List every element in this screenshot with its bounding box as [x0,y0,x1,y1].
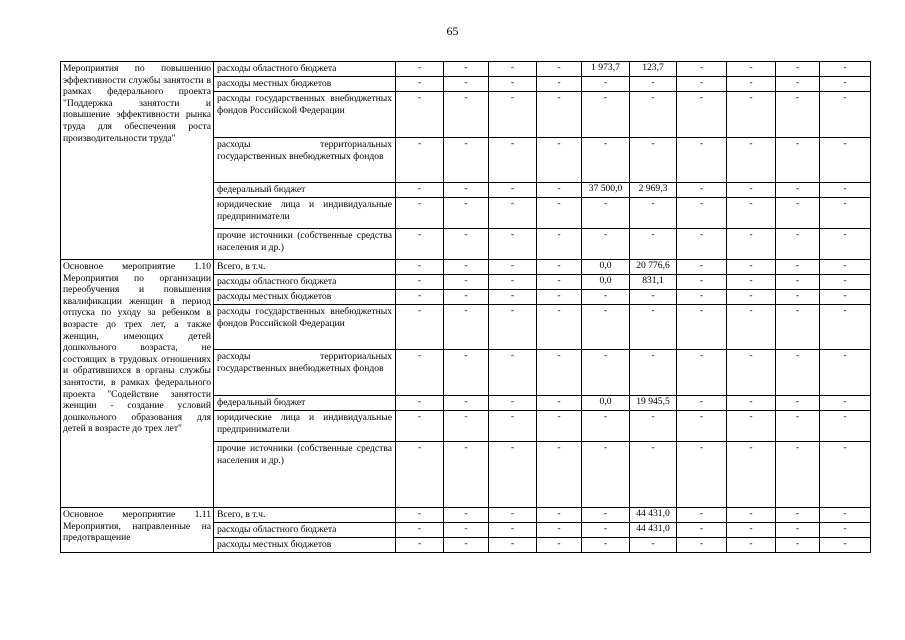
funding-source: Всего, в т.ч. [214,508,396,523]
value-cell: - [396,92,444,138]
value-cell: - [727,77,776,92]
value-cell: - [489,77,537,92]
value-cell: - [489,62,537,77]
value-cell: - [776,62,820,77]
event-title: Основное мероприятие 1.11 Мероприятия, направленные на предотвращение [61,508,214,553]
value-cell: - [820,396,871,411]
value-cell: - [820,62,871,77]
value-cell: - [537,442,582,508]
value-cell: - [444,77,489,92]
funding-source: Всего, в т.ч. [214,260,396,275]
value-cell: - [537,396,582,411]
value-cell: - [444,305,489,350]
value-cell: - [537,350,582,396]
value-cell: - [820,260,871,275]
value-cell: - [582,305,630,350]
value-cell: - [396,305,444,350]
page-number: 65 [446,24,459,38]
value-cell: - [776,229,820,260]
value-cell: - [776,396,820,411]
value-cell: - [677,138,727,183]
value-cell: - [776,523,820,538]
value-cell: - [489,411,537,442]
value-cell: 37 500,0 [582,183,630,198]
value-cell: - [537,77,582,92]
value-cell: - [489,523,537,538]
value-cell: 44 431,0 [630,523,677,538]
value-cell: - [677,305,727,350]
value-cell: - [776,350,820,396]
value-cell: - [677,198,727,229]
value-cell: - [582,229,630,260]
value-cell: - [776,538,820,553]
value-cell: - [444,523,489,538]
value-cell: - [444,350,489,396]
funding-source: расходы областного бюджета [214,62,396,77]
value-cell: - [820,350,871,396]
value-cell: - [537,62,582,77]
value-cell: - [727,92,776,138]
value-cell: - [582,198,630,229]
value-cell: - [677,183,727,198]
value-cell: - [489,183,537,198]
value-cell: - [776,77,820,92]
value-cell: - [444,508,489,523]
table-row [61,62,871,77]
funding-source: расходы государственных внебюджетных фондов Российской Федерации [214,92,396,138]
funding-source: расходы местных бюджетов [214,290,396,305]
value-cell: - [396,508,444,523]
value-cell: - [820,92,871,138]
value-cell: - [677,411,727,442]
value-cell: - [727,523,776,538]
value-cell: - [727,183,776,198]
value-cell: - [630,77,677,92]
value-cell: - [489,396,537,411]
value-cell: 44 431,0 [630,508,677,523]
value-cell: - [396,183,444,198]
value-cell: - [727,62,776,77]
value-cell: - [677,396,727,411]
funding-source: юридические лица и индивидуальные предприниматели [214,411,396,442]
value-cell: - [820,523,871,538]
value-cell: 0,0 [582,275,630,290]
value-cell: - [489,508,537,523]
value-cell: - [727,290,776,305]
value-cell: - [776,260,820,275]
value-cell: - [677,442,727,508]
value-cell: - [396,538,444,553]
value-cell: 123,7 [630,62,677,77]
value-cell: - [727,508,776,523]
value-cell: - [396,523,444,538]
value-cell: 19 945,5 [630,396,677,411]
value-cell: - [727,396,776,411]
value-cell: - [727,138,776,183]
value-cell: - [444,198,489,229]
value-cell: - [582,508,630,523]
value-cell: - [630,305,677,350]
value-cell: - [396,396,444,411]
value-cell: - [444,275,489,290]
value-cell: - [727,350,776,396]
value-cell: - [630,229,677,260]
value-cell: - [537,183,582,198]
value-cell: - [537,138,582,183]
funding-source: прочие источники (собственные средства населения и др.) [214,442,396,508]
value-cell: - [820,508,871,523]
value-cell: 1 973,7 [582,62,630,77]
value-cell: - [630,92,677,138]
value-cell: - [537,229,582,260]
table-row [61,508,871,523]
value-cell: - [727,229,776,260]
value-cell: - [677,229,727,260]
funding-source: расходы местных бюджетов [214,77,396,92]
value-cell: - [489,290,537,305]
value-cell: - [582,92,630,138]
budget-table-body [61,62,871,553]
value-cell: - [444,260,489,275]
value-cell: - [677,62,727,77]
value-cell: - [677,275,727,290]
value-cell: - [630,538,677,553]
value-cell: 0,0 [582,260,630,275]
value-cell: - [396,411,444,442]
value-cell: - [677,290,727,305]
funding-source: расходы областного бюджета [214,275,396,290]
table-row [61,260,871,275]
value-cell: - [677,92,727,138]
value-cell: - [537,290,582,305]
value-cell: - [396,442,444,508]
value-cell: - [396,138,444,183]
value-cell: - [582,77,630,92]
value-cell: - [582,290,630,305]
funding-source: федеральный бюджет [214,183,396,198]
value-cell: 20 776,6 [630,260,677,275]
funding-source: расходы территориальных государственных внебюджетных фондов [214,350,396,396]
funding-source: расходы государственных внебюджетных фондов Российской Федерации [214,305,396,350]
value-cell: - [820,442,871,508]
value-cell: 2 969,3 [630,183,677,198]
value-cell: - [537,538,582,553]
value-cell: - [396,62,444,77]
value-cell: - [677,350,727,396]
value-cell: - [820,138,871,183]
value-cell: - [677,538,727,553]
value-cell: - [444,138,489,183]
value-cell: - [820,305,871,350]
value-cell: - [396,77,444,92]
value-cell: - [489,260,537,275]
value-cell: - [820,229,871,260]
value-cell: - [820,538,871,553]
value-cell: - [489,442,537,508]
value-cell: - [630,411,677,442]
value-cell: - [630,138,677,183]
value-cell: - [444,92,489,138]
value-cell: - [489,198,537,229]
value-cell: 831,1 [630,275,677,290]
value-cell: - [727,198,776,229]
funding-source: расходы областного бюджета [214,523,396,538]
value-cell: - [582,138,630,183]
value-cell: - [444,538,489,553]
value-cell: - [820,183,871,198]
budget-table [60,61,871,553]
value-cell: - [444,62,489,77]
value-cell: - [776,275,820,290]
value-cell: - [820,198,871,229]
value-cell: - [444,442,489,508]
value-cell: - [727,305,776,350]
value-cell: - [444,183,489,198]
value-cell: - [582,411,630,442]
value-cell: - [776,411,820,442]
value-cell: - [444,396,489,411]
value-cell: - [537,411,582,442]
value-cell: - [776,508,820,523]
value-cell: - [582,538,630,553]
value-cell: - [489,305,537,350]
value-cell: - [396,229,444,260]
value-cell: - [630,290,677,305]
value-cell: 0,0 [582,396,630,411]
value-cell: - [677,523,727,538]
value-cell: - [396,290,444,305]
value-cell: - [396,350,444,396]
value-cell: - [489,138,537,183]
value-cell: - [776,138,820,183]
value-cell: - [727,411,776,442]
value-cell: - [582,442,630,508]
value-cell: - [489,92,537,138]
event-title: Основное мероприятие 1.10 Мероприятия по организации переобучения и повышения квалификации женщин в период отпуска по уходу за ребенком в возрасте до трех лет, а также женщин, имеющих детей дошкольного возраста, не состоящих в трудовых отношениях и обратившихся в органы службы занятости, в рамках федерального проекта "Содействие занятости женщин - создание условий дошкольного образования для детей в возрасте до трех лет" [61,260,214,508]
value-cell: - [630,442,677,508]
value-cell: - [820,411,871,442]
value-cell: - [776,290,820,305]
value-cell: - [444,229,489,260]
value-cell: - [727,260,776,275]
value-cell: - [820,275,871,290]
funding-source: федеральный бюджет [214,396,396,411]
value-cell: - [776,183,820,198]
value-cell: - [820,290,871,305]
funding-source: юридические лица и индивидуальные предприниматели [214,198,396,229]
value-cell: - [776,198,820,229]
funding-source: расходы территориальных государственных внебюджетных фондов [214,138,396,183]
value-cell: - [537,275,582,290]
value-cell: - [582,523,630,538]
value-cell: - [727,538,776,553]
value-cell: - [582,350,630,396]
value-cell: - [537,523,582,538]
value-cell: - [776,305,820,350]
value-cell: - [396,260,444,275]
value-cell: - [444,411,489,442]
value-cell: - [727,442,776,508]
value-cell: - [537,92,582,138]
value-cell: - [489,229,537,260]
value-cell: - [776,442,820,508]
value-cell: - [489,350,537,396]
value-cell: - [630,350,677,396]
value-cell: - [630,198,677,229]
funding-source: расходы местных бюджетов [214,538,396,553]
value-cell: - [776,92,820,138]
value-cell: - [537,198,582,229]
value-cell: - [677,77,727,92]
funding-source: прочие источники (собственные средства населения и др.) [214,229,396,260]
value-cell: - [537,260,582,275]
value-cell: - [537,508,582,523]
event-title: Мероприятия по повышению эффективности службы занятости в рамках федерального проекта "Поддержка занятости и повышение эффективности рынка труда для обеспечения роста производительности труда" [61,62,214,260]
value-cell: - [677,508,727,523]
value-cell: - [677,260,727,275]
value-cell: - [444,290,489,305]
value-cell: - [396,275,444,290]
value-cell: - [489,538,537,553]
value-cell: - [537,305,582,350]
value-cell: - [396,198,444,229]
value-cell: - [489,275,537,290]
value-cell: - [820,77,871,92]
value-cell: - [727,275,776,290]
